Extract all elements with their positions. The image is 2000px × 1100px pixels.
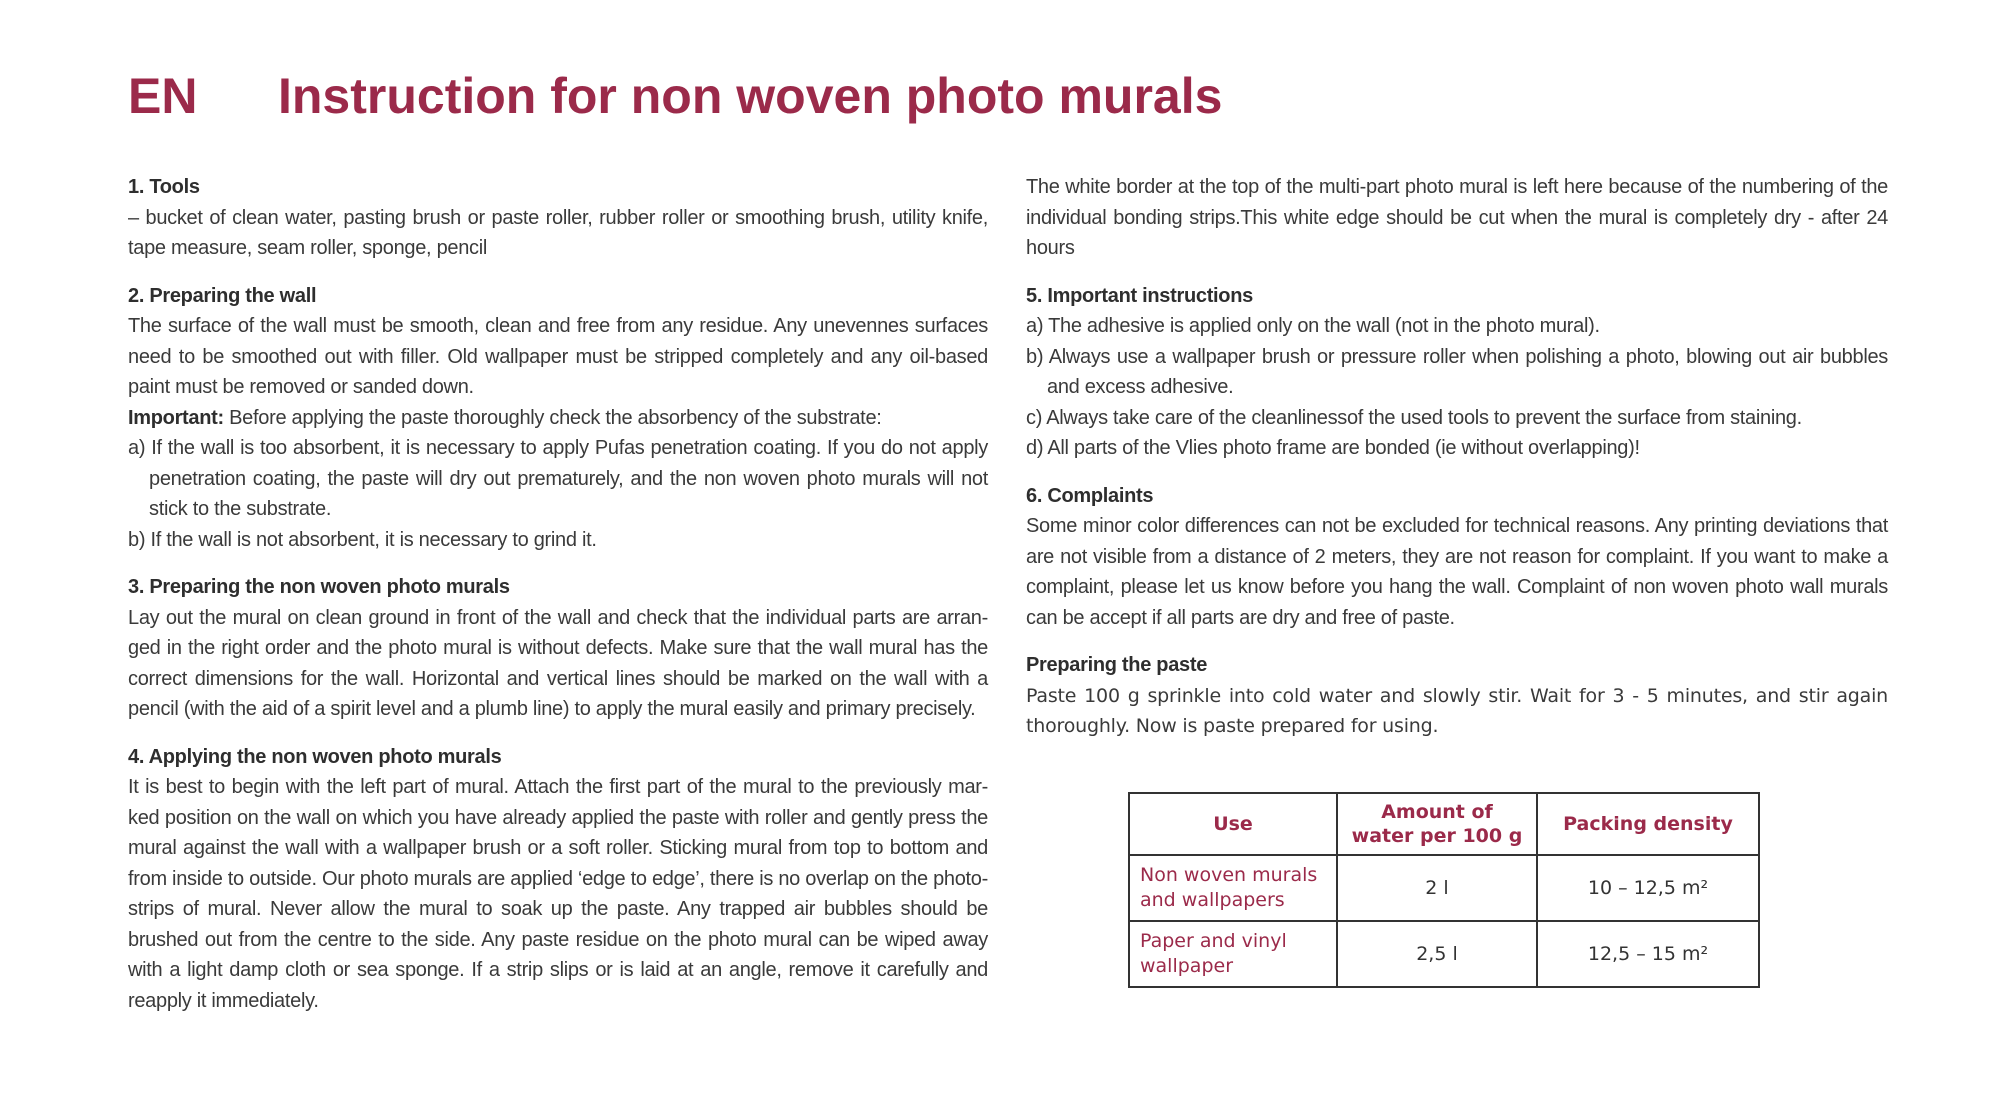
table-row: [1129, 855, 1759, 921]
list-item-b: b) Always use a wallpaper brush or pressure roller when polishing a photo, blowing out air bubbles and excess adhesive.: [1026, 345, 1888, 398]
header-use: Use: [1129, 793, 1337, 855]
section-text: Some minor color differences can not be excluded for technical reasons. Any printing deviations that are not visible from a distance of 2 meters, they are not reason for complaint. If you want to make a complaint, please let us know before you hang the wall. Complaint of non woven photo wall murals can be accept if all parts are dry and free of paste.: [1026, 515, 1888, 629]
section-title: 1. Tools: [128, 176, 200, 198]
section-title: 2. Preparing the wall: [128, 284, 317, 307]
section-title: 5. Important instructions: [1026, 284, 1253, 307]
section-tools: [128, 172, 988, 264]
section-text: Paste 100 g sprinkle into cold water and slowly stir. Wait for 3 - 5 minutes, and stir again thoroughly. Now is paste prepared for using.: [1026, 684, 1888, 737]
list-item-a: a) If the wall is too absorbent, it is necessary to apply Pufas penetration coating. If you do not apply penetration coating, the paste will dry out prematurely, and the non woven photo murals will not stick to the substrate.: [128, 437, 988, 520]
section-text: Lay out the mural on clean ground in front of the wall and check that the individual parts are arran-ged in the right order and the photo mural is without defects. Make sure that the wall mural has the correct dimensions for the wall. Horizontal and vertical lines should be marked on the wall with a pencil (with the aid of a spirit level and a plumb line) to apply the mural easily and primary precisely.: [128, 606, 988, 720]
section-white-border: [1026, 172, 1888, 264]
section-text: The surface of the wall must be smooth, clean and free from any residue. Any unevennes surfaces need to be smoothed out with filler. Old wallpaper must be stripped completely and any oil-based paint must be removed or sanded down.: [128, 315, 988, 398]
cell-use: Paper and vinyl wallpaper: [1129, 921, 1337, 987]
section-text: It is best to begin with the left part of mural. Attach the first part of the mural to the previously mar-ked position on the wall on which you have already applied the paste with roller and gently press the mural against the wall with a wallpaper brush or a soft roller. Sticking mural from top to bottom and from inside to outside. Our photo murals are applied ‘edge to edge’, there is no overlap on the photo-strips of mural. Never allow the mural to soak up the paste. Any trapped air bubbles should be brushed out from the centre to the side. Any paste residue on the photo mural can be wiped away with a light damp cloth or sea sponge. If a strip slips or is laid at an angle, remove it carefully and reapply it immediately.: [128, 776, 988, 1012]
right-column: [1026, 172, 1888, 759]
paste-table: [1128, 792, 1760, 988]
section-title: 6. Complaints: [1026, 484, 1154, 507]
title-text: Instruction for non woven photo murals: [278, 68, 1223, 124]
list-item-a: a) The adhesive is applied only on the wall (not in the photo mural).: [1026, 315, 1600, 337]
important-text: Before applying the paste thoroughly check the absorbency of the substrate:: [223, 406, 882, 429]
left-column: [128, 172, 988, 1033]
section-title: 4. Applying the non woven photo murals: [128, 745, 502, 768]
section-preparing-wall: [128, 281, 988, 556]
cell-density: 12,5 – 15 m²: [1537, 921, 1759, 987]
section-preparing-paste: [1026, 650, 1888, 742]
table-row: [1129, 921, 1759, 987]
section-title: 3. Preparing the non woven photo murals: [128, 576, 510, 598]
section-important-instructions: [1026, 281, 1888, 464]
cell-density: 10 – 12,5 m²: [1537, 855, 1759, 921]
header-water: Amount of water per 100 g: [1337, 793, 1537, 855]
cell-use: Non woven murals and wallpapers: [1129, 855, 1337, 921]
section-applying-murals: [128, 742, 988, 1017]
language-code: EN: [128, 68, 198, 124]
section-preparing-murals: [128, 572, 988, 725]
list-item-d: d) All parts of the Vlies photo frame are bonded (ie without overlapping)!: [1026, 437, 1640, 459]
cell-water: 2 l: [1337, 855, 1537, 921]
page-title: [128, 64, 1222, 128]
section-text: – bucket of clean water, pasting brush or paste roller, rubber roller or smoothing brush, utility knife, tape measure, seam roller, sponge, pencil: [128, 206, 988, 259]
important-label: Important:: [128, 406, 224, 429]
cell-water: 2,5 l: [1337, 921, 1537, 987]
important-note: [128, 403, 988, 434]
list-item-c: c) Always take care of the cleanlinessof the used tools to prevent the surface from staining.: [1026, 406, 1802, 429]
section-complaints: [1026, 481, 1888, 634]
header-density: Packing density: [1537, 793, 1759, 855]
section-text: The white border at the top of the multi-part photo mural is left here because of the numbering of the individual bonding strips.This white edge should be cut when the mural is completely dry - after 24 hours: [1026, 176, 1888, 259]
list-item-b: b) If the wall is not absorbent, it is necessary to grind it.: [128, 528, 597, 551]
section-title: Preparing the paste: [1026, 654, 1208, 676]
table-header-row: [1129, 793, 1759, 855]
